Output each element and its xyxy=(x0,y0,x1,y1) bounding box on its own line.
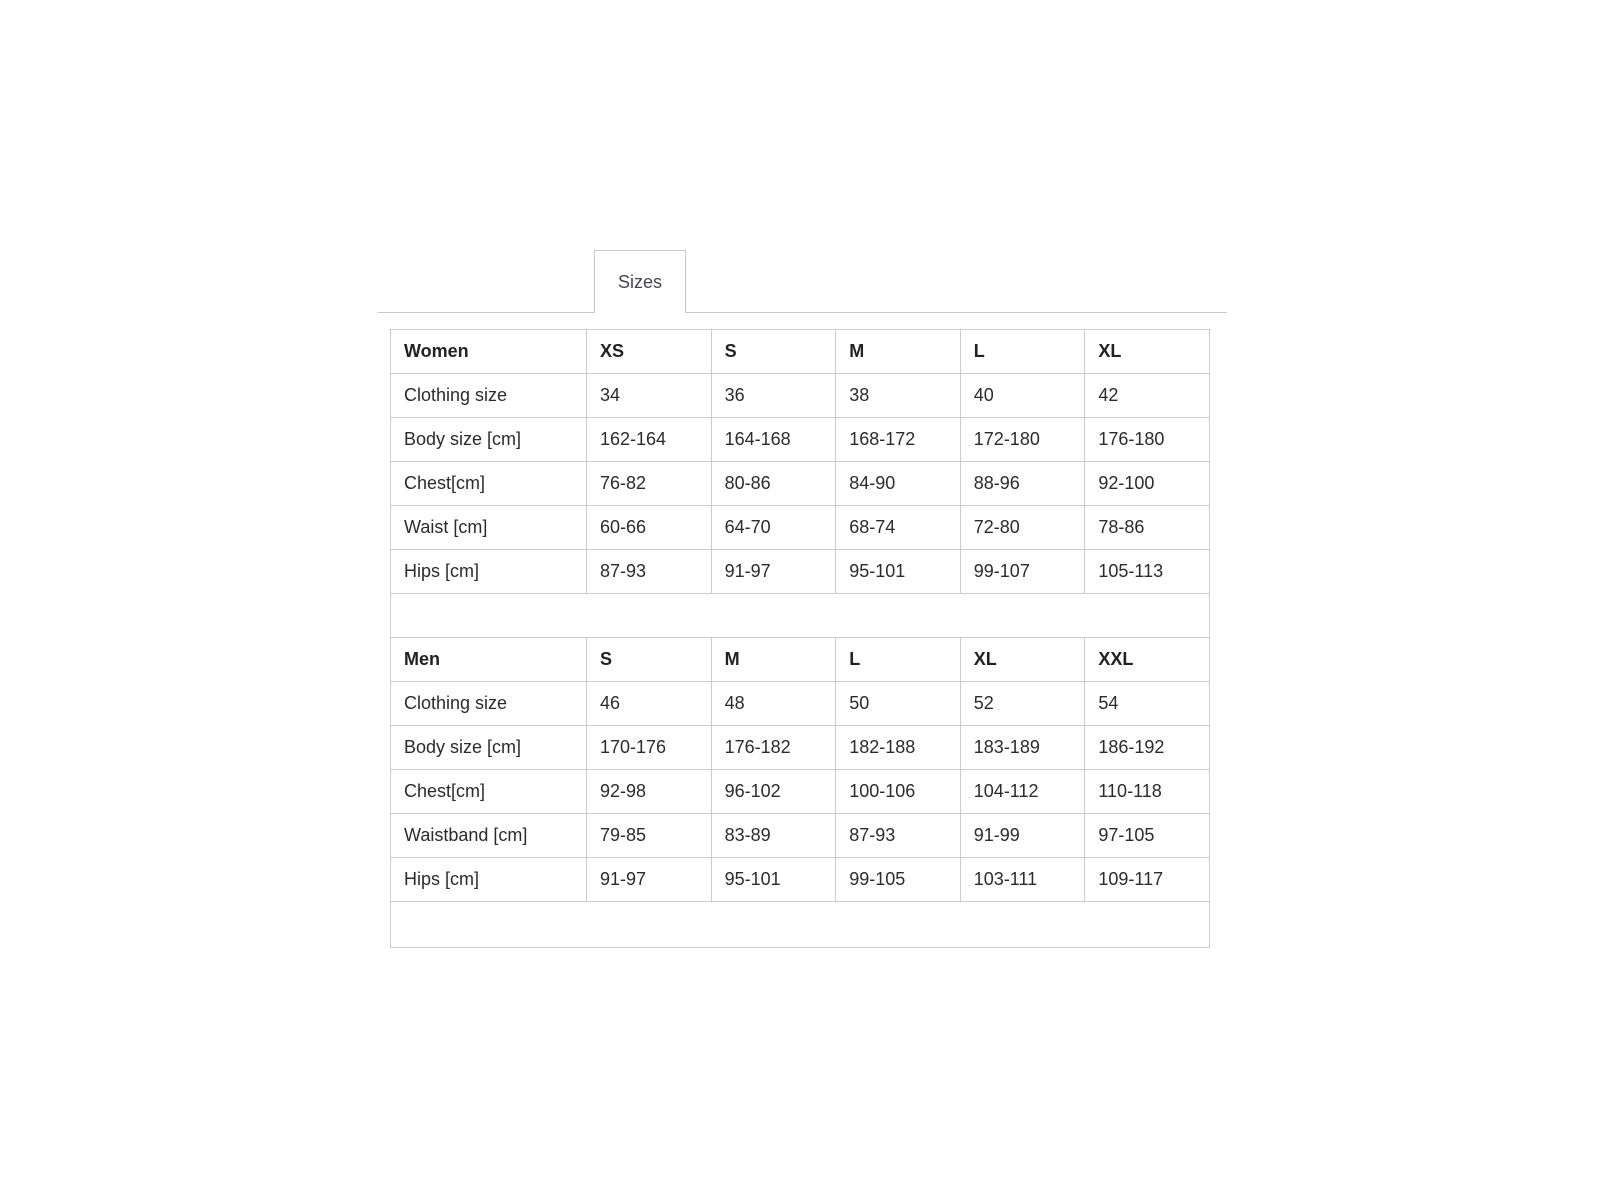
table-row xyxy=(391,682,1210,726)
table-row xyxy=(391,770,1210,814)
women-size-header: S xyxy=(711,330,836,374)
women-group-label: Women xyxy=(391,330,587,374)
value-cell: 36 xyxy=(711,374,836,418)
value-cell: 97-105 xyxy=(1085,814,1210,858)
men-size-header: XL xyxy=(960,638,1085,682)
sizing-table xyxy=(390,329,1210,948)
table-row xyxy=(391,418,1210,462)
value-cell: 168-172 xyxy=(836,418,961,462)
table-row xyxy=(391,726,1210,770)
value-cell: 60-66 xyxy=(587,506,712,550)
row-label: Clothing size xyxy=(391,374,587,418)
value-cell: 88-96 xyxy=(960,462,1085,506)
value-cell: 172-180 xyxy=(960,418,1085,462)
value-cell: 170-176 xyxy=(587,726,712,770)
value-cell: 105-113 xyxy=(1085,550,1210,594)
value-cell: 64-70 xyxy=(711,506,836,550)
men-size-header: S xyxy=(587,638,712,682)
row-label: Chest[cm] xyxy=(391,770,587,814)
value-cell: 83-89 xyxy=(711,814,836,858)
table-row xyxy=(391,374,1210,418)
value-cell: 95-101 xyxy=(836,550,961,594)
tab-strip-divider xyxy=(378,312,1227,313)
row-label: Waist [cm] xyxy=(391,506,587,550)
value-cell: 68-74 xyxy=(836,506,961,550)
men-size-header: L xyxy=(836,638,961,682)
value-cell: 87-93 xyxy=(587,550,712,594)
spacer-cell xyxy=(391,902,1210,948)
value-cell: 103-111 xyxy=(960,858,1085,902)
row-label: Clothing size xyxy=(391,682,587,726)
value-cell: 76-82 xyxy=(587,462,712,506)
value-cell: 72-80 xyxy=(960,506,1085,550)
row-label: Hips [cm] xyxy=(391,858,587,902)
value-cell: 95-101 xyxy=(711,858,836,902)
table-row xyxy=(391,462,1210,506)
value-cell: 96-102 xyxy=(711,770,836,814)
value-cell: 34 xyxy=(587,374,712,418)
value-cell: 110-118 xyxy=(1085,770,1210,814)
row-label: Waistband [cm] xyxy=(391,814,587,858)
value-cell: 80-86 xyxy=(711,462,836,506)
value-cell: 46 xyxy=(587,682,712,726)
table-row xyxy=(391,814,1210,858)
table-row xyxy=(391,858,1210,902)
men-header-row xyxy=(391,638,1210,682)
value-cell: 100-106 xyxy=(836,770,961,814)
value-cell: 54 xyxy=(1085,682,1210,726)
value-cell: 109-117 xyxy=(1085,858,1210,902)
value-cell: 99-105 xyxy=(836,858,961,902)
value-cell: 52 xyxy=(960,682,1085,726)
value-cell: 92-98 xyxy=(587,770,712,814)
men-size-header: XXL xyxy=(1085,638,1210,682)
spacer-row xyxy=(391,594,1210,638)
men-size-header: M xyxy=(711,638,836,682)
tab-sizes-label: Sizes xyxy=(617,271,662,292)
value-cell: 87-93 xyxy=(836,814,961,858)
value-cell: 38 xyxy=(836,374,961,418)
value-cell: 79-85 xyxy=(587,814,712,858)
value-cell: 176-180 xyxy=(1085,418,1210,462)
value-cell: 183-189 xyxy=(960,726,1085,770)
row-label: Body size [cm] xyxy=(391,726,587,770)
value-cell: 40 xyxy=(960,374,1085,418)
value-cell: 162-164 xyxy=(587,418,712,462)
spacer-cell xyxy=(391,594,1210,638)
table-row xyxy=(391,506,1210,550)
value-cell: 99-107 xyxy=(960,550,1085,594)
value-cell: 186-192 xyxy=(1085,726,1210,770)
row-label: Chest[cm] xyxy=(391,462,587,506)
women-size-header: XL xyxy=(1085,330,1210,374)
value-cell: 176-182 xyxy=(711,726,836,770)
tab-sizes[interactable] xyxy=(594,250,686,313)
men-group-label: Men xyxy=(391,638,587,682)
women-header-row xyxy=(391,330,1210,374)
value-cell: 182-188 xyxy=(836,726,961,770)
table-row xyxy=(391,550,1210,594)
size-table xyxy=(390,329,1210,948)
value-cell: 92-100 xyxy=(1085,462,1210,506)
value-cell: 78-86 xyxy=(1085,506,1210,550)
value-cell: 91-97 xyxy=(587,858,712,902)
women-size-header: XS xyxy=(587,330,712,374)
spacer-row xyxy=(391,902,1210,948)
value-cell: 91-97 xyxy=(711,550,836,594)
women-size-header: M xyxy=(836,330,961,374)
women-size-header: L xyxy=(960,330,1085,374)
value-cell: 91-99 xyxy=(960,814,1085,858)
value-cell: 48 xyxy=(711,682,836,726)
row-label: Body size [cm] xyxy=(391,418,587,462)
value-cell: 164-168 xyxy=(711,418,836,462)
value-cell: 42 xyxy=(1085,374,1210,418)
value-cell: 104-112 xyxy=(960,770,1085,814)
value-cell: 50 xyxy=(836,682,961,726)
row-label: Hips [cm] xyxy=(391,550,587,594)
value-cell: 84-90 xyxy=(836,462,961,506)
